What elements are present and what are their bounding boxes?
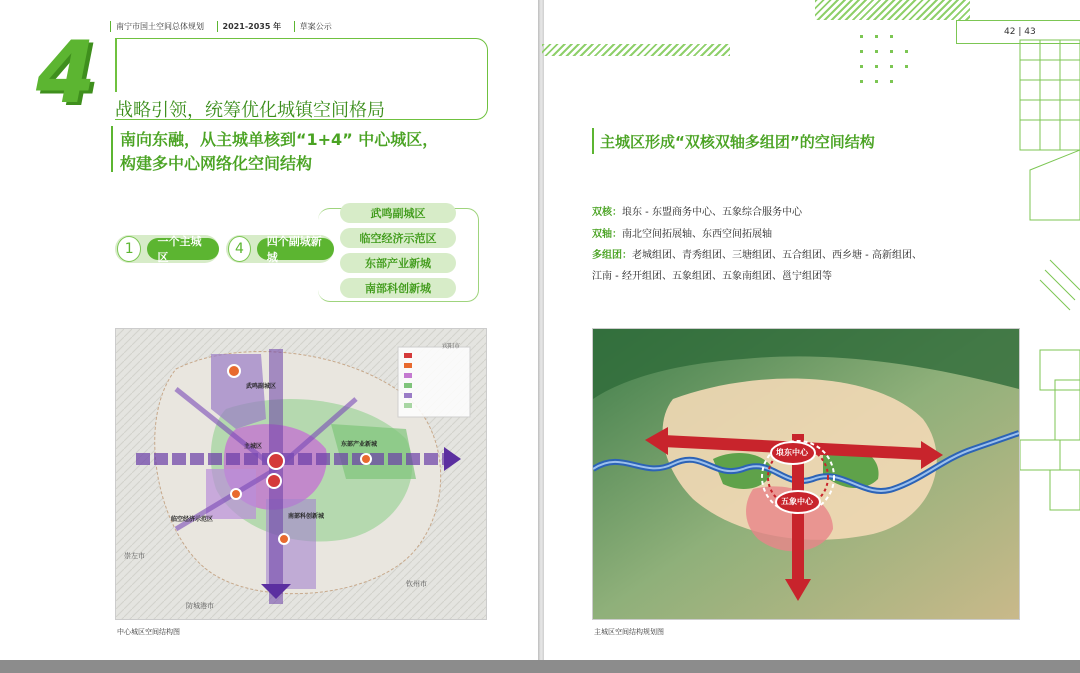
page-number-left: 42 bbox=[1004, 27, 1016, 37]
structure-line bbox=[592, 267, 832, 282]
page-number-right: 43 bbox=[1024, 27, 1036, 37]
main-city-pill bbox=[115, 235, 219, 263]
main-city-structure-map bbox=[592, 328, 1020, 620]
map-label-qinzhou: 钦州市 bbox=[406, 580, 427, 588]
map-label-wuxiang-center: 五象中心 bbox=[781, 497, 813, 506]
map-label-east-center: 埌东中心 bbox=[776, 448, 808, 457]
structure-key: 双轴： bbox=[592, 229, 622, 240]
sub-item: 东部产业新城 bbox=[340, 253, 456, 273]
sub-city-num: 4 bbox=[228, 236, 251, 262]
structure-text: 老城组团、青秀组团、三塘组团、五合组团、西乡塘 - 高新组团、 bbox=[632, 250, 922, 261]
right-map-caption: 主城区空间结构规划图 bbox=[594, 628, 664, 636]
sub-item: 临空经济示范区 bbox=[340, 228, 456, 248]
structure-line bbox=[592, 203, 802, 218]
plan-name: 南宁市国土空间总体规划 bbox=[110, 21, 204, 32]
plan-status: 草案公示 bbox=[294, 21, 332, 32]
main-city-num: 1 bbox=[117, 236, 141, 262]
structure-key: 双核： bbox=[592, 207, 622, 218]
structure-key: 多组团： bbox=[592, 250, 632, 261]
title-frame-left bbox=[115, 38, 117, 92]
map-label-binyang: 宾阳市 bbox=[442, 343, 461, 350]
center-city-structure-map bbox=[115, 328, 487, 620]
map-label-chongzuo: 崇左市 bbox=[124, 552, 145, 560]
right-title-accent bbox=[592, 128, 594, 154]
plan-period: 2021-2035 年 bbox=[217, 21, 282, 32]
sub-item: 南部科创新城 bbox=[340, 278, 456, 298]
hatch-decoration bbox=[542, 44, 730, 56]
main-city-label: 一个主城区 bbox=[147, 238, 219, 260]
map-label-fangcheng: 防城港市 bbox=[186, 602, 214, 610]
subtitle-line-1: 南向东融，从主城单核到“1+4” 中心城区， bbox=[120, 130, 439, 149]
sub-item: 武鸣副城区 bbox=[340, 203, 456, 223]
page-header bbox=[110, 21, 342, 32]
structure-text: 江南 - 经开组团、五象组团、五象南组团、邕宁组团等 bbox=[592, 271, 832, 282]
structure-line bbox=[592, 246, 922, 261]
chapter-number: 4 bbox=[36, 23, 94, 123]
section-subtitle bbox=[120, 128, 438, 176]
map-graphic bbox=[116, 329, 486, 619]
map-graphic bbox=[593, 329, 1019, 619]
book-gutter bbox=[538, 0, 544, 673]
subtitle-accent bbox=[111, 126, 113, 172]
structure-text: 埌东 - 东盟商务中心、五象综合服务中心 bbox=[622, 207, 802, 218]
map-label-wuming: 武鸣副城区 bbox=[246, 383, 277, 390]
map-label-airport: 临空经济示范区 bbox=[171, 516, 214, 523]
structure-text: 南北空间拓展轴、东西空间拓展轴 bbox=[622, 229, 772, 240]
map-label-south: 南部科创新城 bbox=[288, 513, 325, 520]
subtitle-line-2: 构建多中心网络化空间结构 bbox=[120, 154, 313, 173]
chapter-title: 战略引领，统筹优化城镇空间格局 bbox=[115, 100, 385, 121]
left-map-caption: 中心城区空间结构图 bbox=[117, 628, 180, 636]
hatch-decoration bbox=[815, 0, 970, 20]
page-numbers: 42 | 43 bbox=[1004, 27, 1036, 37]
right-page-title: 主城区形成“双核双轴多组团”的空间结构 bbox=[600, 133, 875, 151]
structure-line bbox=[592, 225, 772, 240]
map-label-east: 东部产业新城 bbox=[341, 441, 378, 448]
sub-city-label: 四个副城新城 bbox=[257, 238, 334, 260]
bottom-shadow-bar bbox=[0, 660, 1080, 673]
map-label-main: 主城区 bbox=[244, 443, 263, 450]
